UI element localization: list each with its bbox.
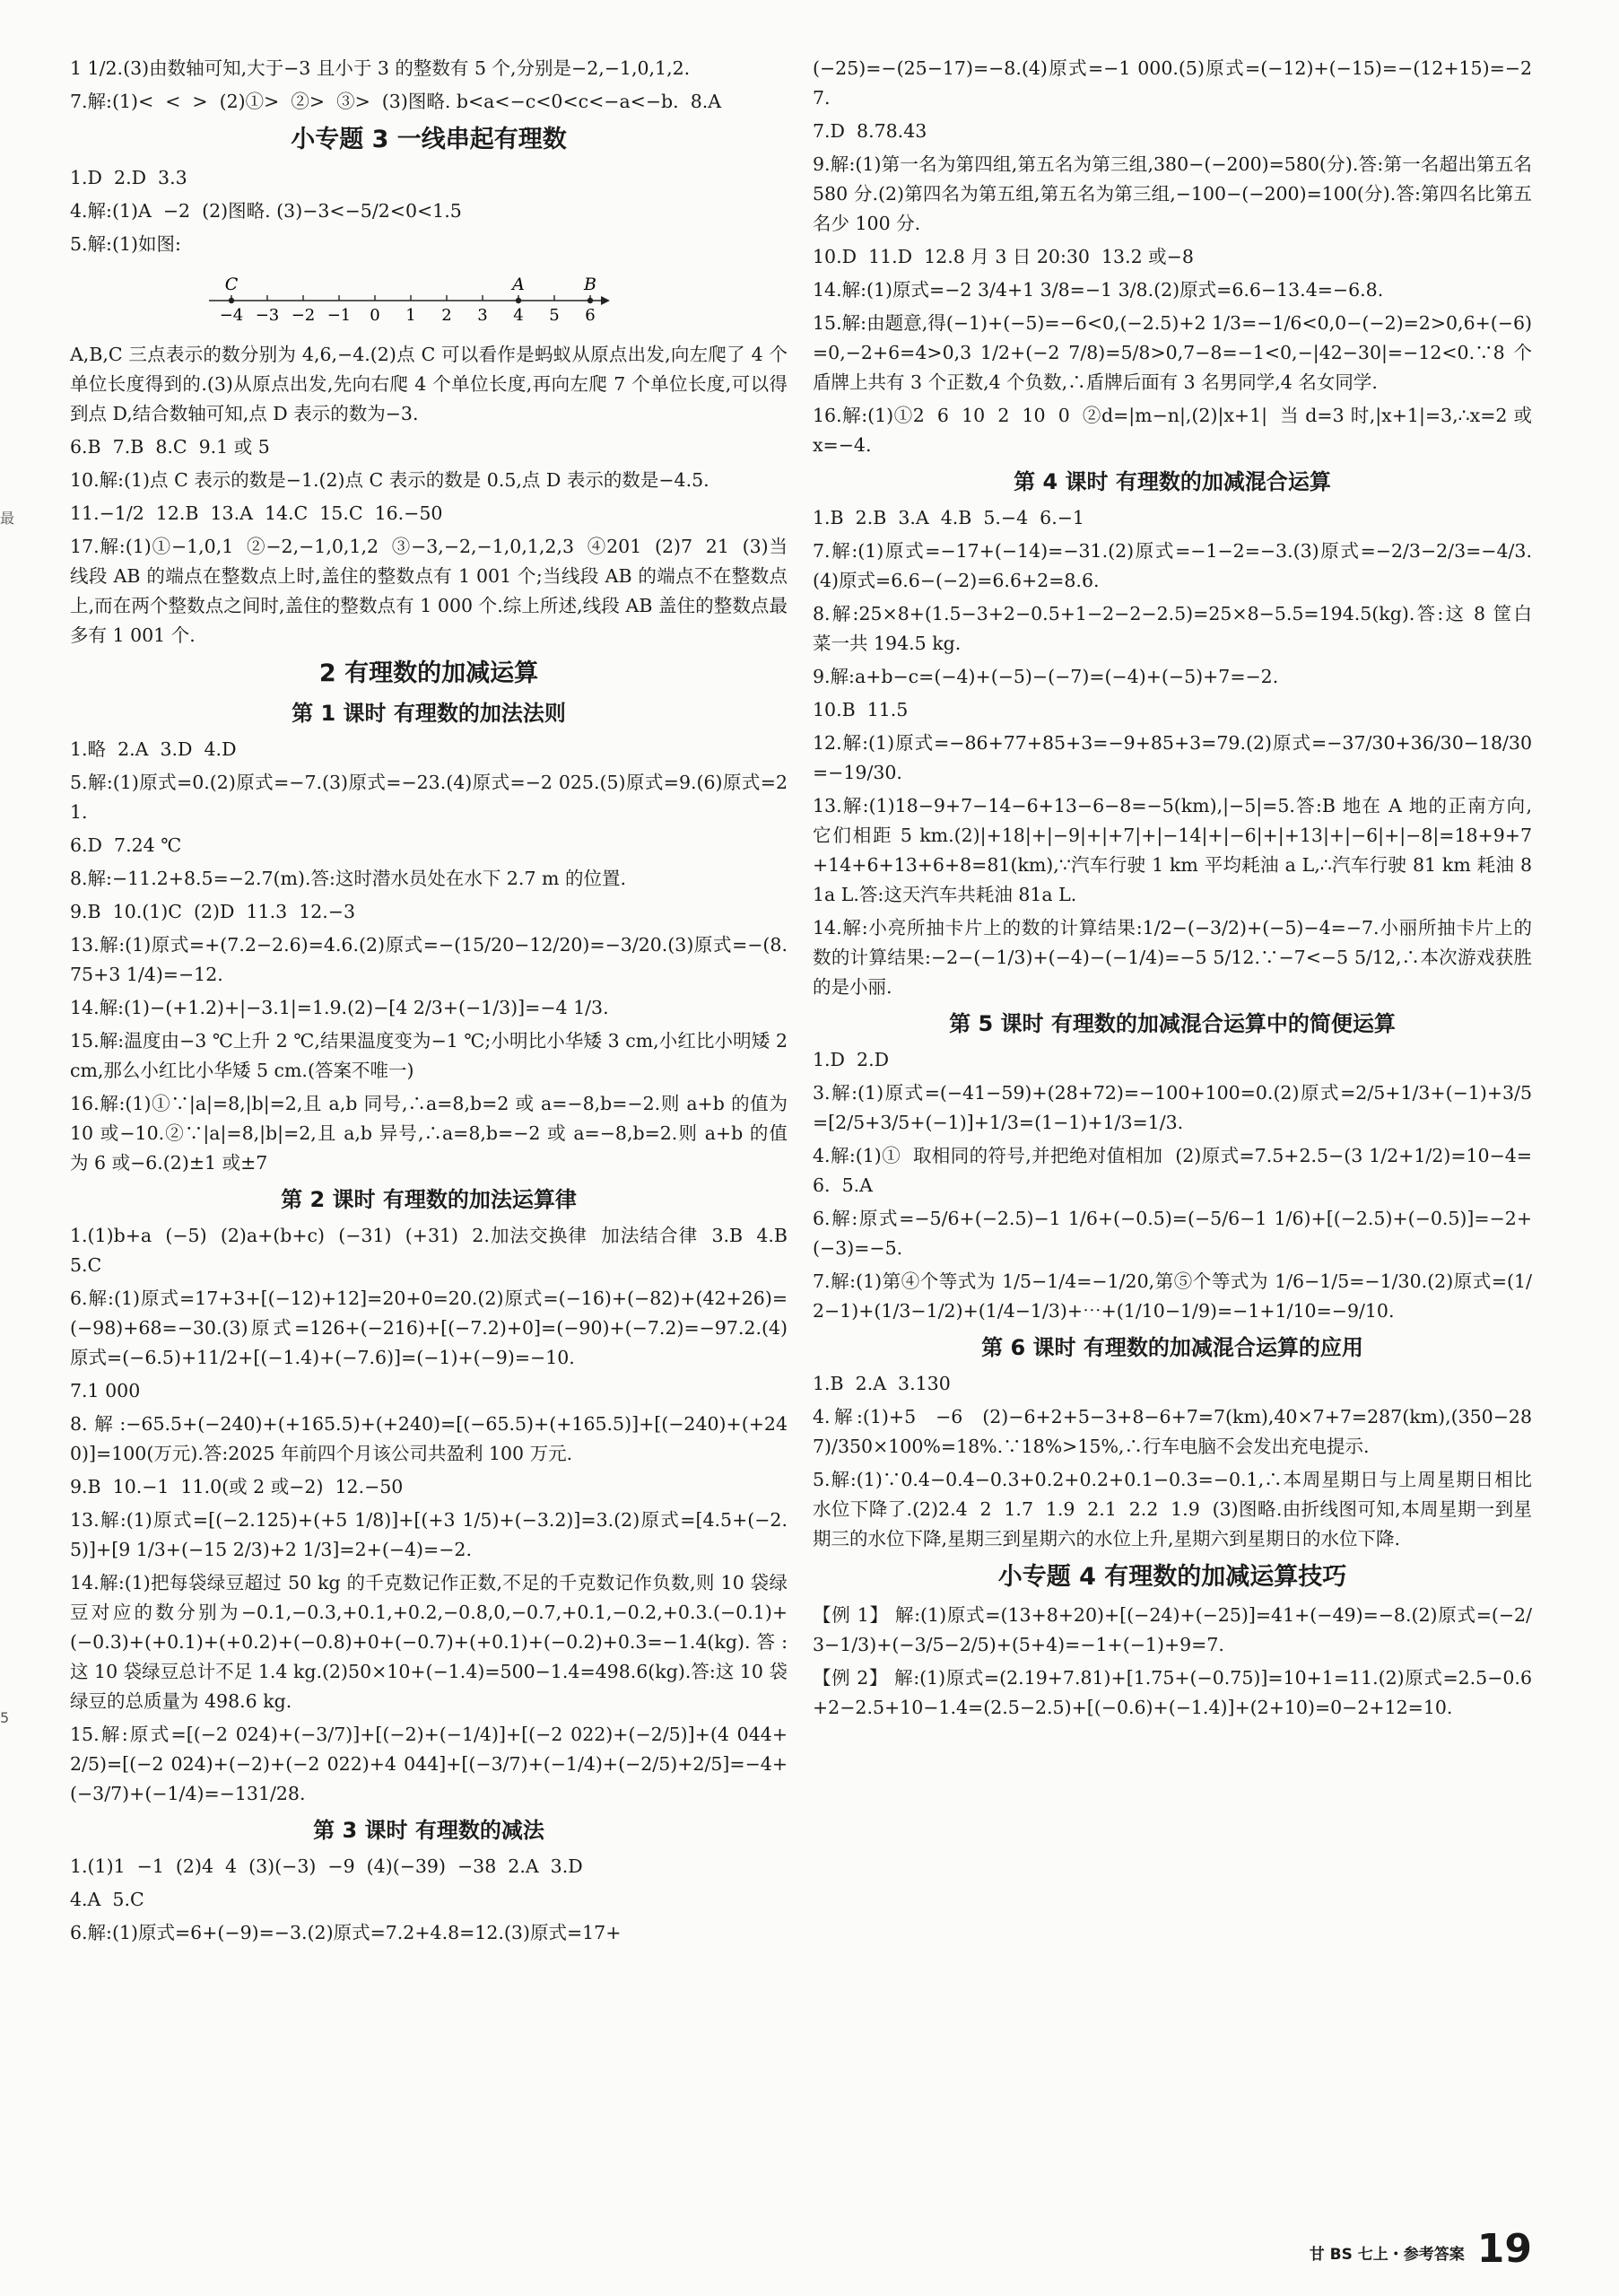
edge-mark: 最 xyxy=(0,510,15,527)
left-column xyxy=(70,54,800,1951)
section-heading: 小专题 4 有理数的加减运算技巧 xyxy=(997,1563,1347,1591)
answer-paragraph: 4.解:(1)+5 −6 (2)−6+2+5−3+8−6+7=7(km),40×7+7=287(km),(350−287)/350×100%=18%.∵18%>15%,∴行车电脑不会发出充电提示. xyxy=(813,1406,1532,1457)
answer-paragraph: 6.D 7.24 ℃ xyxy=(70,834,182,856)
tick-label: −2 xyxy=(291,306,316,325)
point-a xyxy=(516,298,521,303)
lesson-heading: 第 3 课时 有理数的减法 xyxy=(313,1818,544,1843)
lesson-heading: 第 6 课时 有理数的加减混合运算的应用 xyxy=(981,1335,1363,1360)
answer-paragraph: 16.解:(1)①∵|a|=8,|b|=2,且 a,b 同号,∴a=8,b=2 或 a=−8,b=−2.则 a+b 的值为 10 或−10.②∵|a|=8,|b|=2,且 a,b 异号,∴a=8,b=−2 或 a=−8,b=2.则 a+b 的值为 6 或−6.(2)±1 或±7 xyxy=(70,1093,794,1174)
answer-paragraph: 6.解:(1)原式=6+(−9)=−3.(2)原式=7.2+4.8=12.(3)原式=17+ xyxy=(70,1922,622,1943)
answer-paragraph: 5.解:(1)原式=0.(2)原式=−7.(3)原式=−23.(4)原式=−2 025.(5)原式=9.(6)原式=21. xyxy=(70,772,788,823)
answer-paragraph: 3.解:(1)原式=(−41−59)+(28+72)=−100+100=0.(2)原式=2/5+1/3+(−1)+3/5=[2/5+3/5+(−1)]+1/3=(1−1)+1/3=1/3. xyxy=(813,1082,1532,1133)
answer-paragraph: 1.B 2.A 3.130 xyxy=(813,1373,951,1394)
answer-paragraph: 8.解:−11.2+8.5=−2.7(m).答:这时潜水员处在水下 2.7 m 的位置. xyxy=(70,868,626,889)
answer-paragraph: 14.解:小亮所抽卡片上的数的计算结果:1/2−(−3/2)+(−5)−4=−7.小丽所抽卡片上的数的计算结果:−2−(−1/3)+(−4)−(−1/4)=−5 5/12.∵−7<−5 5/12,∴本次游戏获胜的是小丽. xyxy=(813,917,1532,998)
answer-paragraph: 1.D 2.D xyxy=(813,1049,890,1070)
answer-paragraph: 5.解:(1)如图: xyxy=(70,233,181,255)
answer-paragraph: 10.B 11.5 xyxy=(813,699,909,720)
answer-paragraph: 7.解:(1)原式=−17+(−14)=−31.(2)原式=−1−2=−3.(3)原式=−2/3−2/3=−4/3.(4)原式=6.6−(−2)=6.6+2=8.6. xyxy=(813,540,1532,591)
answer-paragraph: 4.解:(1)① 取相同的符号,并把绝对值相加 (2)原式=7.5+2.5−(3 1/2+1/2)=10−4=6. 5.A xyxy=(813,1145,1532,1196)
answer-paragraph: 15.解:原式=[(−2 024)+(−3/7)]+[(−2)+(−1/4)]+[(−2 022)+(−2/5)]+(4 044+2/5)=[(−2 024)+(−2)+(−2 022)+4 044]+[(−3/7)+(−1/4)+(−2/5)+2/5]=−4+(−3/7)+(−1/4)=−131/28. xyxy=(70,1724,788,1804)
lesson-heading: 第 4 课时 有理数的加减混合运算 xyxy=(1014,469,1331,494)
answer-paragraph: 9.B 10.(1)C (2)D 11.3 12.−3 xyxy=(70,901,356,922)
point-label: C xyxy=(224,275,239,294)
tick-label: 6 xyxy=(585,306,596,325)
answer-paragraph: 7.解:(1)第④个等式为 1/5−1/4=−1/20,第⑤个等式为 1/6−1/5=−1/30.(2)原式=(1/2−1)+(1/3−1/2)+(1/4−1/3)+⋯+(1/10−1/9)=−1+1/10=−9/10. xyxy=(813,1270,1532,1322)
answer-paragraph: 14.解:(1)原式=−2 3/4+1 3/8=−1 3/8.(2)原式=6.6−13.4=−6.8. xyxy=(813,279,1384,301)
answer-paragraph: 9.解:(1)第一名为第四组,第五名为第三组,380−(−200)=580(分).答:第一名超出第五名 580 分.(2)第四名为第五组,第五名为第三组,−100−(−200)=100(分).答:第四名比第五名少 100 分. xyxy=(813,153,1538,234)
answer-paragraph: 1.(1)1 −1 (2)4 4 (3)(−3) −9 (4)(−39) −38 2.A 3.D xyxy=(70,1855,583,1877)
right-column xyxy=(813,54,1538,1726)
edge-mark: 5 xyxy=(0,1709,10,1726)
answer-paragraph: 13.解:(1)原式=[(−2.125)+(+5 1/8)]+[(+3 1/5)+(−3.2)]=3.(2)原式=[4.5+(−2.5)]+[9 1/3+(−15 2/3)+2 1/3]=2+(−4)=−2. xyxy=(70,1509,788,1560)
lesson-heading: 第 2 课时 有理数的加法运算律 xyxy=(281,1187,577,1212)
answer-paragraph: 7.解:(1)< < > (2)①> ②> ③> (3)图略. b<a<−c<0<c<−a<−b. 8.A xyxy=(70,91,722,112)
answer-paragraph: 5.解:(1)∵0.4−0.4−0.3+0.2+0.2+0.1−0.3=−0.1,∴本周星期日与上周星期日相比水位下降了.(2)2.4 2 1.7 1.9 2.1 2.2 1.9 (3)图略.由折线图可知,本周星期一到星期三的水位下降,星期三到星期六的水位上升,星期六到星期日的水位下降. xyxy=(813,1469,1532,1550)
tick-label: −1 xyxy=(326,306,352,325)
answer-paragraph: 9.B 10.−1 11.0(或 2 或−2) 12.−50 xyxy=(70,1476,404,1497)
footer-book-tag: 甘 BS 七上・参考答案 xyxy=(1309,2246,1465,2264)
answer-paragraph: 4.A 5.C xyxy=(70,1889,144,1910)
answer-paragraph: 4.解:(1)A −2 (2)图略. (3)−3<−5/2<0<1.5 xyxy=(70,200,462,222)
answer-paragraph: 1.B 2.B 3.A 4.B 5.−4 6.−1 xyxy=(813,507,1084,528)
answer-paragraph: A,B,C 三点表示的数分别为 4,6,−4.(2)点 C 可以看作是蚂蚁从原点出发,向左爬了 4 个单位长度得到的.(3)从原点出发,先向右爬 4 个单位长度,再向左爬 7 个单位长度,可以得到点 D,结合数轴可知,点 D 表示的数为−3. xyxy=(70,344,788,424)
answer-paragraph: 14.解:(1)把每袋绿豆超过 50 kg 的千克数记作正数,不足的千克数记作负数,则 10 袋绿豆对应的数分别为−0.1,−0.3,+0.1,+0.2,−0.8,0,−0.7,+0.1,−0.2,+0.3.(−0.1)+(−0.3)+(+0.1)+(+0.2)+(−0.8)+0+(−0.7)+(+0.1)+(−0.2)+0.3=−1.4(kg).答:这 10 袋绿豆总计不足 1.4 kg.(2)50×10+(−1.4)=500−1.4=498.6(kg).答:这 10 袋绿豆的总质量为 498.6 kg. xyxy=(70,1572,788,1712)
answer-paragraph: 7.D 8.78.43 xyxy=(813,120,927,142)
answer-paragraph: 13.解:(1)18−9+7−14−6+13−6−8=−5(km),|−5|=5.答:B 地在 A 地的正南方向,它们相距 5 km.(2)|+18|+|−9|+|+7|+|−14|+|−6|+|+13|+|−6|+|−8|=18+9+7+14+6+13+6+8=81(km),∵汽车行驶 1 km 平均耗油 a L,∴汽车行驶 81 km 耗油 81a L.答:这天汽车共耗油 81a L. xyxy=(813,795,1532,905)
lesson-heading: 第 1 课时 有理数的加法法则 xyxy=(292,701,566,726)
point-label: B xyxy=(584,275,596,294)
section-heading: 小专题 3 一线串起有理数 xyxy=(291,126,567,153)
answer-paragraph: 17.解:(1)①−1,0,1 ②−2,−1,0,1,2 ③−3,−2,−1,0,1,2,3 ④201 (2)7 21 (3)当线段 AB 的端点在整数点上时,盖住的整数点有 1 001 个;当线段 AB 的端点不在整数点上,而在两个整数点之间时,盖住的整数点有 1 000 个.综上所述,线段 AB 盖住的整数点最多有 1 001 个. xyxy=(70,536,788,646)
answer-paragraph: 12.解:(1)原式=−86+77+85+3=−9+85+3=79.(2)原式=−37/30+36/30−18/30=−19/30. xyxy=(813,732,1532,783)
answer-paragraph: 13.解:(1)原式=+(7.2−2.6)=4.6.(2)原式=−(15/20−12/20)=−3/20.(3)原式=−(8.75+3 1/4)=−12. xyxy=(70,934,788,985)
tick-label: 2 xyxy=(441,306,452,325)
point-label: A xyxy=(512,275,525,294)
answer-paragraph: 10.解:(1)点 C 表示的数是−1.(2)点 C 表示的数是 0.5,点 D 表示的数是−4.5. xyxy=(70,469,709,491)
answer-paragraph: 1.D 2.D 3.3 xyxy=(70,167,187,188)
answer-paragraph: 8.解:25×8+(1.5−3+2−0.5+1−2−2−2.5)=25×8−5.5=194.5(kg).答:这 8 筐白菜一共 194.5 kg. xyxy=(813,603,1532,654)
answer-paragraph: 1.(1)b+a (−5) (2)a+(b+c) (−31) (+31) 2.加法交换律 加法结合律 3.B 4.B 5.C xyxy=(70,1225,800,1276)
answer-paragraph: 14.解:(1)−(+1.2)+|−3.1|=1.9.(2)−[4 2/3+(−1/3)]=−4 1/3. xyxy=(70,997,609,1018)
answer-paragraph: 6.解:原式=−5/6+(−2.5)−1 1/6+(−0.5)=(−5/6−1 1/6)+[(−2.5)+(−0.5)]=−2+(−3)=−5. xyxy=(813,1208,1532,1259)
point-c xyxy=(229,298,234,303)
number-line xyxy=(205,268,617,335)
answer-paragraph: 6.解:(1)原式=17+3+[(−12)+12]=20+0=20.(2)原式=(−16)+(−82)+(42+26)=(−98)+68=−30.(3)原式=126+(−216)+[(−7.2)+0]=(−90)+(−7.2)=−97.2.(4)原式=(−6.5)+11/2+[(−1.4)+(−7.6)]=(−1)+(−9)=−10. xyxy=(70,1288,788,1368)
answer-paragraph: 15.解:温度由−3 ℃上升 2 ℃,结果温度变为−1 ℃;小明比小华矮 3 cm,小红比小明矮 2 cm,那么小红比小华矮 5 cm.(答案不唯一) xyxy=(70,1030,794,1081)
answer-paragraph: (−25)=−(25−17)=−8.(4)原式=−1 000.(5)原式=(−12)+(−15)=−(12+15)=−27. xyxy=(813,57,1532,109)
answer-paragraph: 16.解:(1)①2 6 10 2 10 0 ②d=|m−n|,(2)|x+1| 当 d=3 时,|x+1|=3,∴x=2 或 x=−4. xyxy=(813,405,1538,456)
section-heading: 2 有理数的加减运算 xyxy=(318,659,539,687)
answer-paragraph: 11.−1/2 12.B 13.A 14.C 15.C 16.−50 xyxy=(70,502,443,524)
axis-arrow xyxy=(601,296,610,305)
answer-paragraph: 1.略 2.A 3.D 4.D xyxy=(70,738,237,760)
tick-label: −4 xyxy=(219,306,244,325)
answer-paragraph: 7.1 000 xyxy=(70,1380,141,1401)
page-footer xyxy=(1309,2226,1532,2272)
point-b xyxy=(588,298,593,303)
answer-paragraph: 6.B 7.B 8.C 9.1 或 5 xyxy=(70,436,270,458)
answer-paragraph: 【例 1】 解:(1)原式=(13+8+20)+[(−24)+(−25)]=41+(−49)=−8.(2)原式=(−2/3−1/3)+(−3/5−2/5)+(5+4)=−1+(−1)+9=7. xyxy=(813,1604,1532,1655)
answer-paragraph: 8.解:−65.5+(−240)+(+165.5)+(+240)=[(−65.5)+(+165.5)]+[(−240)+(+240)]=100(万元).答:2025 年前四个月该公司共盈利 100 万元. xyxy=(70,1413,788,1464)
answer-paragraph: 15.解:由题意,得(−1)+(−5)=−6<0,(−2.5)+2 1/3=−1/6<0,0−(−2)=2>0,6+(−6)=0,−2+6=4>0,3 1/2+(−2 7/8)=5/8>0,7−8=−1<0,−|42−30|=−12<0.∵8 个盾牌上共有 3 个正数,4 个负数,∴盾牌后面有 3 名男同学,4 名女同学. xyxy=(813,312,1532,393)
tick-label: 3 xyxy=(477,306,488,325)
page-number: 19 xyxy=(1476,2226,1532,2272)
tick-label: 0 xyxy=(370,306,380,325)
answer-paragraph: 1 1/2.(3)由数轴可知,大于−3 且小于 3 的整数有 5 个,分别是−2,−1,0,1,2. xyxy=(70,57,691,79)
tick-label: 5 xyxy=(549,306,560,325)
answer-paragraph: 9.解:a+b−c=(−4)+(−5)−(−7)=(−4)+(−5)+7=−2. xyxy=(813,666,1279,687)
tick-label: −3 xyxy=(255,306,280,325)
tick-label: 4 xyxy=(513,306,524,325)
answer-paragraph: 【例 2】 解:(1)原式=(2.19+7.81)+[1.75+(−0.75)]=10+1=11.(2)原式=2.5−0.6+2−2.5+10−1.4=(2.5−2.5)+[(−0.6)+(−1.4)]+(2+10)=0−2+12=10. xyxy=(813,1667,1532,1718)
answer-paragraph: 10.D 11.D 12.8 月 3 日 20:30 13.2 或−8 xyxy=(813,246,1194,267)
tick-label: 1 xyxy=(405,306,416,325)
lesson-heading: 第 5 课时 有理数的加减混合运算中的简便运算 xyxy=(949,1011,1396,1036)
